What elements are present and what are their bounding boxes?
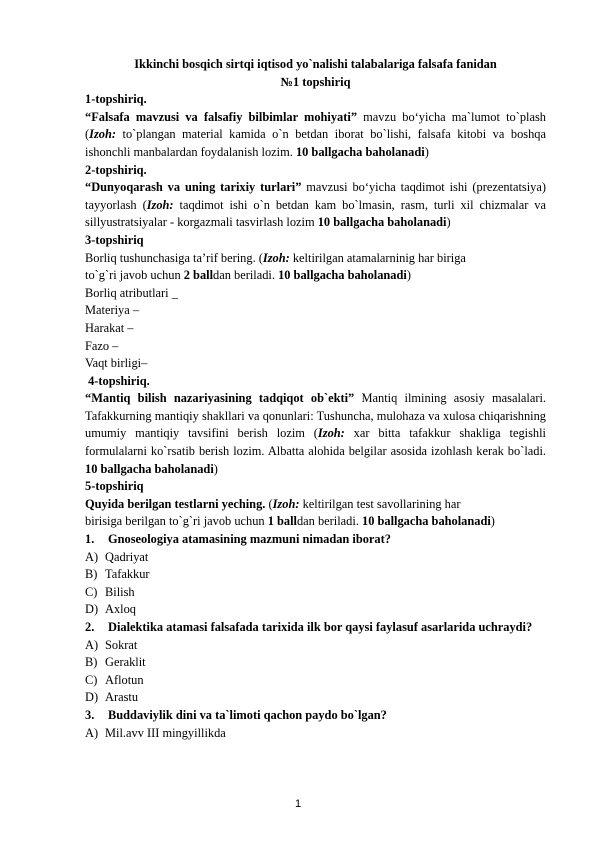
task5-line1-rest: keltirilgan test savollarining har	[299, 496, 461, 511]
task3-line1-rest: keltirilgan atamalarninig har biriga	[289, 250, 466, 265]
task3-score: 10 ballgacha baholanadi	[278, 268, 407, 283]
question-3-text: Buddaviylik dini va ta`limoti qachon paydo bo`lgan?	[108, 707, 387, 722]
task3-item-5: Vaqt birligi–	[85, 356, 148, 371]
question-1	[85, 531, 546, 549]
task5-ball: 1 ball	[267, 514, 297, 529]
option-letter: A)	[85, 637, 99, 652]
question-2-option-a	[85, 637, 546, 655]
task4-heading: 4-topshiriq.	[85, 373, 150, 388]
task1-close: )	[424, 144, 429, 159]
task3-line1-text: Borliq tushunchasiga ta’rif bering. (	[85, 250, 263, 265]
task5-instruction: Quyida berilgan testlarni yeching.	[85, 496, 266, 511]
question-3-number: 3.	[85, 707, 95, 722]
task4-text2: xar bitta tafakkur shakliga tegishli formulalarni ko`rsatib berish lozim. Albatta alohida belgilar asosida izohlash kerak bo`ladi.	[85, 426, 547, 459]
task2-score: 10 ballgacha baholanadi	[317, 215, 447, 230]
task4-topic: “Mantiq bilish nazariyasining tadqiqot ob`ekti”	[85, 391, 355, 406]
question-1-number: 1.	[85, 532, 95, 547]
question-2-option-d	[85, 689, 546, 707]
task1-text1: mavzu bo‘yicha ma`lumot to`plash (	[85, 109, 546, 142]
option-letter: C)	[85, 672, 98, 687]
task2-text2: taqdimot ishi o`n betdan kam bo`lmasin, rasm, turli xil chizmalar va sillyustratsiyalar - korgazmali tasvirlash lozim	[85, 197, 546, 230]
question-2-option-b	[85, 654, 546, 672]
option-letter: A)	[85, 725, 99, 740]
question-3	[85, 707, 546, 725]
task3-line-2	[85, 267, 546, 285]
task1-text2: to`plangan material kamida o`n betdan iborat bo`lishi, falsafa kitobi va boshqa ishonchli manbalardan foydalanish lozim.	[85, 127, 546, 159]
title-line-1: Ikkinchi bosqich sirtqi iqtisod yo`nalishi talabalariga falsafa fanidan	[134, 57, 497, 71]
task3-line2-rest: dan beriladi.	[213, 268, 279, 283]
task5-score: 10 ballgacha baholanadi	[362, 514, 491, 529]
task5-line2-rest: dan beriladi.	[296, 514, 363, 529]
question-2-option-c	[85, 672, 546, 690]
task2-text1: mavzusi bo‘yicha taqdimot ishi (prezentatsiya) tayyorlash (	[85, 180, 546, 212]
task5-close: )	[490, 514, 495, 529]
task5-open: (	[265, 496, 273, 511]
question-1-option-d	[85, 601, 546, 619]
task4-score: 10 ballgacha baholanadi	[85, 461, 214, 476]
task5-line-1	[85, 496, 546, 514]
question-2-number: 2.	[85, 620, 95, 634]
task2-heading: 2-topshiriq.	[85, 162, 147, 177]
page-number: 1	[294, 798, 302, 810]
task3-line2-text: to`g`ri javob uchun	[85, 268, 184, 283]
task3-item-1: Borliq atributlari _	[85, 285, 178, 300]
option-text: Sokrat	[105, 637, 138, 652]
task3-note-label: Izoh:	[262, 250, 290, 265]
task4-paragraph	[85, 390, 546, 478]
task5-line-2	[85, 513, 546, 531]
task4-text1: Mantiq ilmining asosiy masalalari. Tafakkurning mantiqiy shakllari va qonunlari: Tushuncha, mulohaza va xulosa chiqarishning umumiy mantiqiy tavsifini berish lozim (	[85, 391, 546, 441]
task3-item-4: Fazo –	[85, 338, 119, 353]
option-letter: A)	[85, 549, 99, 564]
option-text: Tafakkur	[105, 567, 150, 582]
task1-score: 10 ballgacha baholanadi	[295, 144, 425, 159]
task2-note-label: Izoh:	[146, 197, 174, 212]
question-1-option-c	[85, 584, 546, 602]
task5-heading: 5-topshiriq	[85, 479, 144, 494]
option-letter: B)	[85, 655, 98, 670]
option-text: Geraklit	[105, 655, 146, 670]
option-letter: B)	[85, 567, 98, 582]
option-letter: D)	[85, 690, 99, 705]
task3-item-3: Harakat –	[85, 320, 134, 335]
task2-paragraph	[85, 179, 546, 232]
task1-paragraph	[85, 109, 546, 162]
question-1-option-b	[85, 566, 546, 584]
task3-item-2: Materiya –	[85, 303, 140, 318]
task1-heading: 1-topshiriq.	[85, 92, 147, 107]
task5-note-label: Izoh:	[272, 496, 300, 511]
task4-close: )	[213, 461, 218, 476]
title-line-2: №1 topshiriq	[280, 74, 351, 89]
task3-line-1	[85, 250, 546, 268]
option-text: Axloq	[105, 602, 136, 617]
task3-heading: 3-topshiriq	[85, 232, 144, 247]
option-text: Mil.avv III mingyillikda	[105, 725, 226, 740]
task5-line2-text: birisiga berilgan to`g`ri javob uchun	[85, 514, 268, 529]
task1-topic: “Falsafa mavzusi va falsafiy bilbimlar mohiyati”	[85, 109, 358, 124]
task3-ball: 2 ball	[183, 268, 214, 283]
option-text: Arastu	[105, 690, 139, 705]
option-letter: C)	[85, 584, 98, 599]
option-text: Qadriyat	[105, 549, 149, 564]
option-text: Bilish	[105, 584, 135, 599]
option-text: Aflotun	[105, 672, 144, 687]
question-1-option-a	[85, 549, 546, 567]
question-2-text: Dialektika atamasi falsafada tarixida ilk bor qaysi faylasuf asarlarida uchraydi?	[108, 620, 533, 634]
document-title	[85, 56, 546, 91]
option-letter: D)	[85, 602, 99, 617]
question-3-option-a	[85, 725, 546, 743]
task3-close: )	[406, 268, 411, 283]
task1-note-label: Izoh:	[89, 127, 116, 142]
question-2	[85, 619, 546, 637]
document-page	[85, 56, 546, 742]
task4-note-label: Izoh:	[317, 426, 345, 441]
task2-close: )	[446, 215, 451, 230]
question-1-text: Gnoseologiya atamasining mazmuni nimadan iborat?	[108, 532, 391, 547]
task2-topic: “Dunyoqarash va uning tarixiy turlari”	[85, 180, 302, 195]
